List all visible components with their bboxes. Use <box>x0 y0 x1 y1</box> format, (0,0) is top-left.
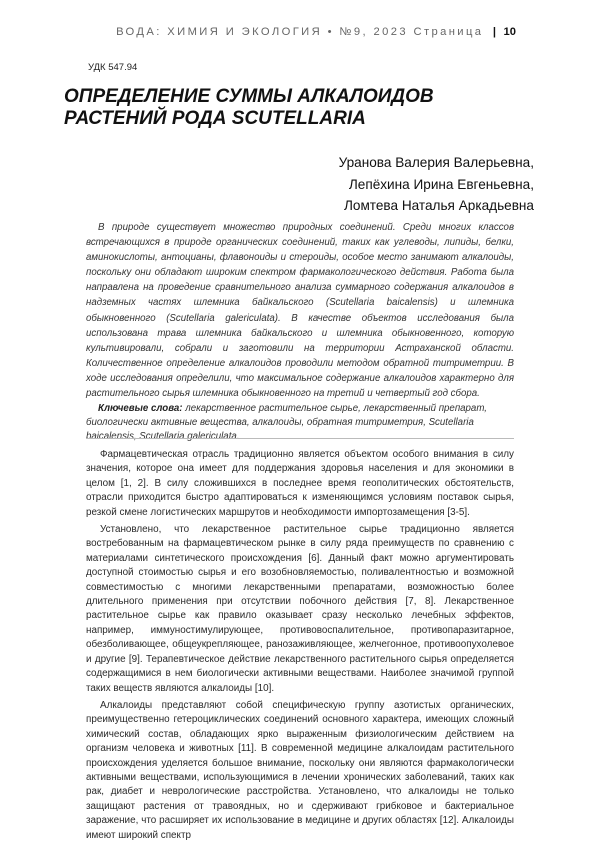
body-paragraph: Алкалоиды представляют собой специфическую группу азотистых органических, преимущественно гетероциклических соединений основного характера, имеющих сложный химический состав, обладающих ярко выраженным физиологическим действием на организм человека и животных [11]. В современной медицине алкалоидам растительного происхождения уделяется большое внимание, поскольку они являются фармакологически активными веществами, использующимися в лечении хронических заболеваний, таких как рак, диабет и неврологические расстройства. Установлено, что алкалоиды не только защищают растения от травоядных, но и сдерживают грибковое и бактериальное заражение, что расширяет их использование в медицине и других областях [12]. Алкалоиды имеют широкий спектр <box>86 699 514 841</box>
article-title: ОПРЕДЕЛЕНИЕ СУММЫ АЛКАЛОИДОВ РАСТЕНИЙ РОДА SCUTELLARIA <box>64 86 434 129</box>
body-paragraph: Фармацевтическая отрасль традиционно является объектом особого внимания в силу значения, которое она имеет для поддержания здоровья населения и для экономики в целом [1, 2]. В силу сложившихся в последнее время геополитических обстоятельств, отрасли приходится быстро адаптироваться к изменяющимся условиям поставок сырья, резкой смене логистических маршрутов и необходимости импортозамещения [3-5]. <box>86 449 514 518</box>
udk-code: УДК 547.94 <box>88 62 138 73</box>
author-name: Уранова Валерия Валерьевна, <box>338 155 534 170</box>
journal-name: ВОДА: ХИМИЯ И ЭКОЛОГИЯ • №9, 2023 Страница <box>116 26 484 38</box>
author-name: Ломтева Наталья Аркадьевна <box>343 198 534 213</box>
divider <box>86 438 514 439</box>
body-paragraph: Установлено, что лекарственное растительное сырье традиционно является востребованным на фармацевтическом рынке в силу ряда преимуществ по сравнению с материалами синтетического происхождения [6]. Данный факт можно аргументировать доступной стоимостью сырья и его возобновляемостью, поливалентностью и возможной совместимостью с многими лекарственными препаратами, возможностью более длительного применения при отсутствии побочного действия [7, 8]. Лекарственное растительное сырье как правило оказывает сразу несколько лечебных эффектов, например, иммуностимулирующее, противовоспалительное, противопаразитарное, обезболивающее, общеукрепляющее, ранозаживляющее, желчегонное, противоопухолевое и другие [9]. Терапевтическое действие лекарственного растительного сырья определяется содержащимися в нем биологически активными веществами. Наиболее значимой группой таких веществ являются алкалоиды [10]. <box>86 524 514 694</box>
abstract: В природе существует множество природных соединений. Среди многих классов встречающихся в природе органических соединений, таких как углеводы, липиды, белки, аминокислоты, антоцианы, флавоноиды и стероиды, особое место занимают алкалоиды, поскольку они обладают широким спектром фармакологического действия. Работа была направлена на проведение сравнительного анализа суммарного содержания алкалоидов в надземных частях шлемника байкальского (Scutellaria baicalensis) и шлемника обыкновенного (Scutellaria galericulata). В качестве объектов исследования была использована трава шлемника байкальского и шлемника обыкновенного, которую культивировали, собрали и заготовили на территории Астраханской области. Количественное определение алкалоидов проводили методом обратной титриметрии. В ходе исследования определили, что максимальное содержание алкалоидов характерно для растительного сырья шлемника обыкновенного на третий и четвертый год сбора. <box>86 222 514 400</box>
author-name: Лепёхина Ирина Евгеньевна, <box>348 176 534 192</box>
author-list <box>339 152 534 217</box>
header-separator: | <box>492 26 497 38</box>
keywords-label: Ключевые слова: <box>98 403 183 414</box>
running-header <box>0 26 516 38</box>
keywords-text: лекарственное растительное сырье, лекарственный препарат, биологически активные вещества, алкалоиды, обратная титриметрия, Scutellaria baicalensis, Scutellaria galericulata. <box>86 403 487 443</box>
article-body <box>86 448 514 846</box>
page-number: 10 <box>503 26 516 38</box>
